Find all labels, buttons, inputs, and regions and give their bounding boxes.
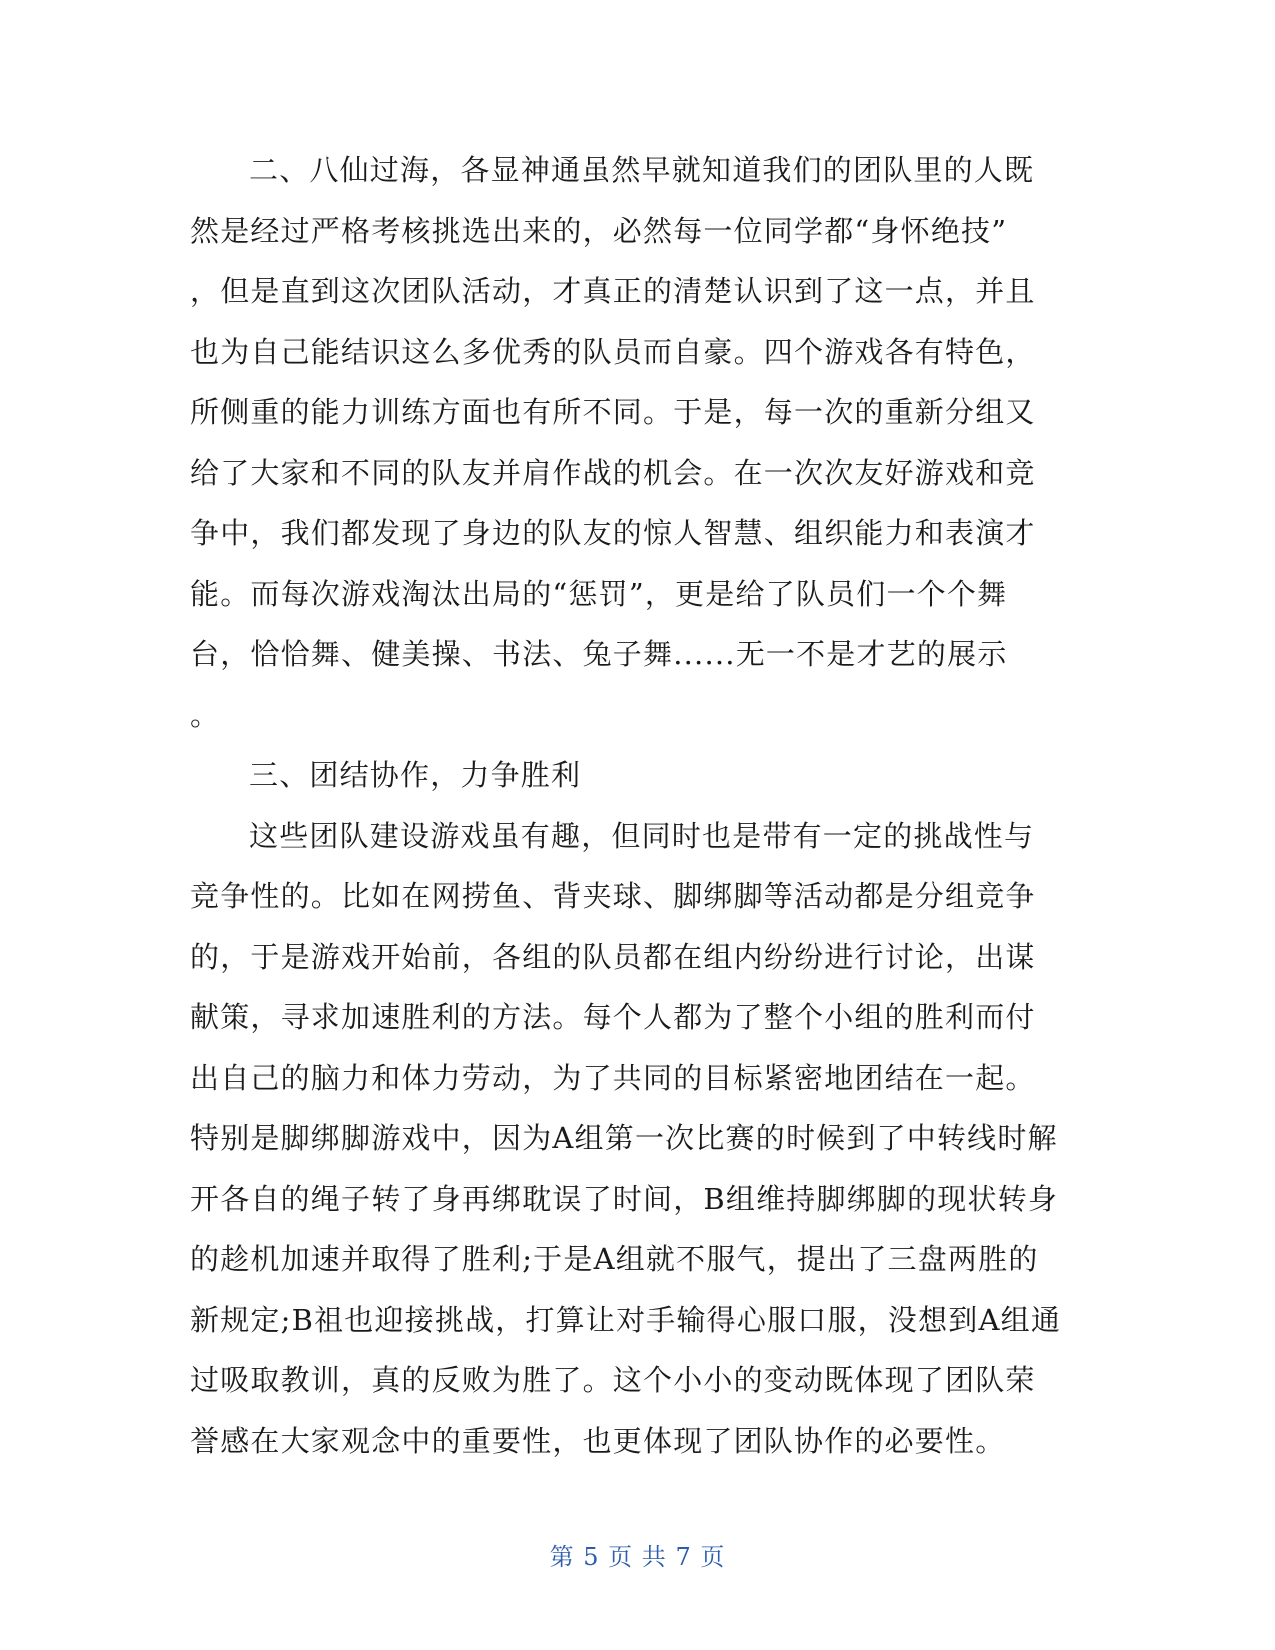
paragraph-line: 台，恰恰舞、健美操、书法、兔子舞......无一不是才艺的展示 [190,637,1008,671]
paragraph-line: 献策，寻求加速胜利的方法。每个人都为了整个小组的胜利而付 [190,1000,1036,1034]
paragraph-line: ，但是直到这次团队活动，才真正的清楚认识到了这一点，并且 [190,274,1036,308]
paragraph-line: 所侧重的能力训练方面也有所不同。于是，每一次的重新分组又 [190,395,1036,429]
paragraph-line: 。 [190,697,221,732]
paragraph-line: 二、八仙过海，各显神通虽然早就知道我们的团队里的人既 [249,153,1035,187]
paragraph-line: 的趁机加速并取得了胜利;于是A组就不服气，提出了三盘两胜的 [190,1242,1039,1276]
paragraph-line: 出自己的脑力和体力劳动，为了共同的目标紧密地团结在一起。 [190,1060,1036,1095]
paragraph-line: 新规定;B祖也迎接挑战，打算让对手输得心服口服，没想到A组通 [190,1302,1062,1337]
paragraph-line: 能。而每次游戏淘汰出局的“惩罚”，更是给了队员们一个个舞 [190,576,1008,611]
paragraph-line: 然是经过严格考核挑选出来的，必然每一位同学都“身怀绝技” [190,213,1008,248]
paragraph-line: 给了大家和不同的队友并肩作战的机会。在一次次友好游戏和竞 [190,455,1036,490]
paragraph-line: 特别是脚绑脚游戏中，因为A组第一次比赛的时候到了中转线时解 [190,1121,1058,1155]
paragraph-line: 这些团队建设游戏虽有趣，但同时也是带有一定的挑战性与 [249,818,1035,853]
paragraph-line: 争中，我们都发现了身边的队友的惊人智慧、组织能力和表演才 [190,516,1036,550]
paragraph-line: 也为自己能结识这么多优秀的队员而自豪。四个游戏各有特色， [190,334,1036,369]
paragraph-line: 开各自的绳子转了身再绑耽误了时间，B组维持脚绑脚的现状转身 [190,1181,1059,1216]
paragraph-line: 誉感在大家观念中的重要性，也更体现了团队协作的必要性。 [190,1423,1006,1458]
paragraph-line: 竞争性的。比如在网捞鱼、背夹球、脚绑脚等活动都是分组竞争 [190,879,1036,913]
body-text [190,140,1070,1471]
section-heading: 三、团结协作，力争胜利 [249,758,582,792]
paragraph-line: 过吸取教训，真的反败为胜了。这个小小的变动既体现了团队荣 [190,1363,1036,1397]
page-number-footer: 第 5 页 共 7 页 [549,1543,726,1571]
paragraph-line: 的，于是游戏开始前，各组的队员都在组内纷纷进行讨论，出谋 [190,939,1036,974]
